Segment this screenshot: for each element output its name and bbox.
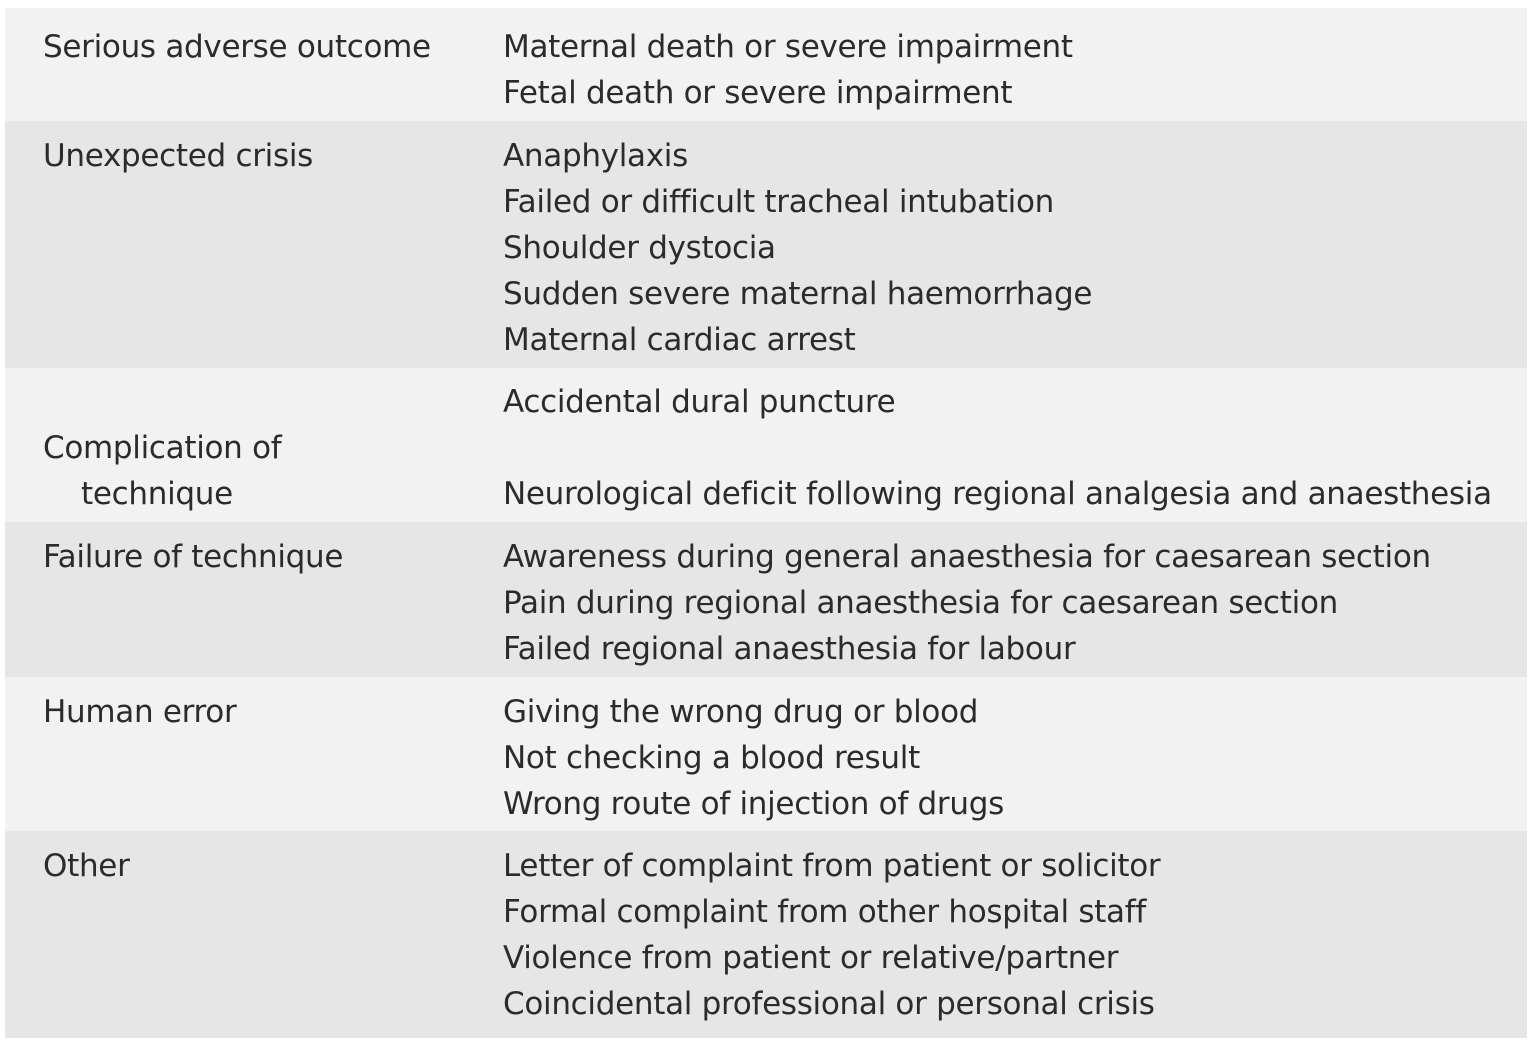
item-list [503,379,1527,517]
category-label-line: Complication of [43,430,282,466]
table-row [5,368,1527,522]
list-item: Anaphylaxis [503,138,688,174]
table-row [5,677,1527,831]
category-label: Other [43,848,130,884]
list-item: Wrong route of injection of drugs [503,786,1004,822]
list-item: Failed or difficult tracheal intubation [503,184,1054,220]
list-item: Letter of complaint from patient or solicitor [503,848,1161,884]
category-label: Serious adverse outcome [43,29,431,65]
category-label-line: technique [81,476,233,512]
list-item: Neurological deficit following regional analgesia and anaesthesia [503,476,1492,512]
list-item: Failed regional anaesthesia for labour [503,631,1076,667]
list-item: Sudden severe maternal haemorrhage [503,276,1093,312]
table-row [5,121,1527,368]
item-list [503,133,1527,363]
item-list [503,534,1527,672]
list-item: Formal complaint from other hospital staff [503,894,1146,930]
list-item: Not checking a blood result [503,740,920,776]
item-list [503,689,1527,827]
list-item: Shoulder dystocia [503,230,776,266]
item-list [503,24,1527,116]
list-item: Giving the wrong drug or blood [503,694,979,730]
table-row [5,8,1527,121]
list-item: Violence from patient or relative/partner [503,940,1119,976]
list-item: Awareness during general anaesthesia for caesarean section [503,539,1431,575]
list-item: Coincidental professional or personal crisis [503,986,1155,1022]
table-row [5,522,1527,677]
category-label: Failure of technique [43,539,344,575]
category-label: Unexpected crisis [43,138,313,174]
list-item: Pain during regional anaesthesia for caesarean section [503,585,1338,621]
category-label: Human error [43,694,237,730]
table-row [5,831,1527,1038]
list-item: Maternal death or severe impairment [503,29,1073,65]
list-item: Accidental dural puncture [503,384,896,420]
list-item: Maternal cardiac arrest [503,322,856,358]
critical-incident-table [5,8,1527,1038]
list-item: Fetal death or severe impairment [503,75,1013,111]
item-list [503,843,1527,1027]
